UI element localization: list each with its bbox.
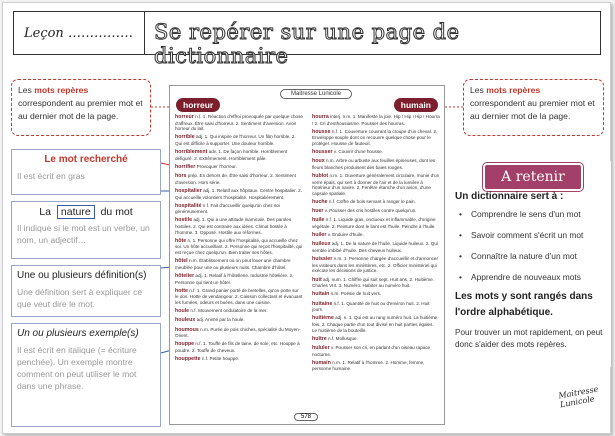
entry: hourra interj. n.m. 1. Manifeste la joie. Hip ! Hip ! Hip ! Hourra ! 2. Cri d'enthousiasme. Pousser des hourras. bbox=[312, 114, 440, 126]
entry: houx n.m. Arbre ou arbuste aux feuilles épineuses, dont les fleurs blanches produisent des baies rouges. bbox=[312, 158, 436, 170]
entry: huitième adj. n. 1. Qui est au rang numéro huit. La huitième fois. 2. Chaque partie d'un tout divisé en huit parties égales. Le huitième de la bouteille. bbox=[312, 315, 438, 333]
entry: huit adj. num. 1. Chiffre qui suit sept. Huit ans. 2. Huitième. Charles VIII. 3. Numéro. Habiter au numéro huit. bbox=[312, 276, 434, 289]
list-item: • Savoir comment s'écrit un mot bbox=[455, 230, 607, 240]
title-bar bbox=[13, 11, 601, 68]
entry: huileux adj. 1. De la nature de l'huile. Liquide huileux. 2. Qui semble imbibé d'huile. Des cheveux huileux. bbox=[312, 241, 438, 254]
box-nature-title: La nature du mot bbox=[39, 206, 133, 218]
entry: horrible adj. 1. Qui inspire de l'horreur. Un film horrible. 2. Qui est difficile à supporter. Une douleur horrible. bbox=[175, 134, 296, 146]
list-item: • Apprendre de nouveaux mots bbox=[455, 272, 607, 282]
left-column bbox=[175, 114, 303, 365]
entry: hôtelier adj. 1. Relatif à l'hôtellerie. Industrie hôtelière. 2. Personne qui tient un hôtel. bbox=[175, 273, 294, 285]
retenir-subtitle: Les mots y sont rangés dans l'ordre alphabétique. bbox=[455, 291, 593, 318]
entry: housser v. Couvrir d'une housse. bbox=[312, 149, 383, 156]
entry: housse n.f. 1. Couverture couvrant la croupe d'un cheval. 2. Enveloppe souple dont on recouvre quelque chose pour le protéger. Housse de fauteuil. bbox=[312, 128, 438, 146]
box-definition-title: Une ou plusieurs définition(s) bbox=[17, 270, 147, 281]
entry: huiler v. Enduire d'huile. bbox=[312, 232, 364, 239]
first-word-tag: horreur bbox=[176, 98, 220, 112]
lecon-label: Leçon …………… bbox=[24, 26, 133, 41]
box-exemple-text: Il est écrit en italique (= écriture penchée). Un exemple montre comment on peut utiliser le mot dans une phrase. bbox=[17, 345, 137, 391]
title-divider bbox=[144, 12, 145, 54]
callout-right-repere: Les mots repères correspondent au premier mot et au dernier mot de la page. bbox=[463, 79, 604, 136]
entry: huer v. Pousser des cris hostiles contre quelqu'un. bbox=[312, 208, 417, 215]
retenir-panel bbox=[453, 161, 611, 367]
entry: hôte n. 1. Personne qui offre l'hospitalité, qui accueille chez soi. Un hôte accueillant. 2. Personne qui reçoit l'hospitalité, qui est reçue chez quelqu'un. Bien traiter ses hôtes. bbox=[175, 237, 303, 256]
box-nature bbox=[11, 201, 161, 259]
box-definition-text: Une définition sert à expliquer ce que veut dire le mot. bbox=[17, 287, 143, 309]
entry: houmous n.m. Purée de pois chiches, spécialité du Moyen-Orient. bbox=[175, 326, 301, 339]
page-number: 578 bbox=[294, 413, 318, 421]
box-nature-text: Il indique si le mot est un verbe, un nom, un adjectif… bbox=[17, 223, 150, 245]
retenir-list bbox=[455, 209, 607, 293]
entry: hôtel n.m. Établissement où on peut louer une chambre meublée pour une ou plusieurs nuits. Chambre d'hôtel. bbox=[175, 258, 291, 270]
list-item: • Connaître la nature d'un mot bbox=[455, 251, 607, 261]
entry: hotte n.f. 1. Grand panier porté de bretelles, qu'on porte sur le dos. Hotte de vendangeur. 2. Caisson collectant et évacuant les fumées, odeurs et buées, dans une cuisine. bbox=[175, 287, 303, 305]
box-exemple bbox=[11, 323, 161, 427]
retenir-note: Pour trouver un mot rapidement, on peut donc s'aider des mots repères. bbox=[455, 328, 603, 349]
entry: houleux adj. Animé par la houle. bbox=[175, 317, 245, 324]
entry: huître n.f. Mollusque. bbox=[312, 335, 358, 342]
box-mot-recherche-text: Il est écrit en gras bbox=[17, 171, 85, 181]
retenir-badge: A retenir bbox=[483, 163, 583, 191]
callout-left-bold: mots repères bbox=[34, 85, 89, 95]
dictionary-header: Maitresse Lunicole bbox=[280, 89, 352, 99]
box-mot-recherche-title: Le mot recherché bbox=[44, 154, 128, 165]
dictionary-page bbox=[169, 85, 445, 425]
worksheet bbox=[2, 2, 611, 434]
nature-word: nature bbox=[57, 205, 95, 219]
right-column bbox=[312, 114, 440, 374]
entry: horreur n.f. 1. Réaction d'effroi provoquée par quelque chose d'affreux. Être saisi d'horreur. 2. Sentiment d'aversion. Avoir horreur du lait. bbox=[175, 114, 303, 132]
entry: houppette n.f. Petite houppe. bbox=[175, 356, 240, 363]
entry: hors prép. En dehors de. Être saisi d'horreur. 2. Sentiment d'aversion. Hors série. bbox=[175, 173, 296, 185]
last-word-tag: humain bbox=[394, 98, 438, 112]
box-exemple-title: Un ou plusieurs exemple(s) bbox=[17, 328, 139, 339]
entry: huche n.f. Coffre de bois servant à ranger le pain. bbox=[312, 199, 416, 206]
entry: hululer v. Pousser son cri, en parlant d'un oiseau rapace nocturne. bbox=[312, 344, 431, 357]
box-definition bbox=[11, 265, 161, 317]
callout-right-bold: mots repères bbox=[486, 85, 541, 95]
list-item: • Comprendre le sens d'un mot bbox=[455, 209, 607, 219]
entry: hospitalier adj. 1. Relatif aux hôpitaux. Centre hospitalier. 2. Qui accueille volontiers l'hospitalité. Hospitalièrement. bbox=[175, 187, 302, 200]
entry: huitain n.m. Poésie de huit vers. bbox=[312, 291, 382, 298]
entry: huile n.f. 1. Liquide gras, onctueux et inflammable, d'origine végétale. 2. Peinture dont le liant est l'huile. Peindre à l'huile. bbox=[312, 217, 436, 230]
brand-logo: Maitresse Lunicole bbox=[557, 384, 600, 410]
entry: hublot n.m. 1. Ouverture généralement circulaire, munie d'un verre épais, qui sert à donner de l'air et de la lumière à l'intérieur d'un navire. 2. Fenêtre étanche d'un avion, d'une capsule spatiale. bbox=[312, 173, 440, 196]
entry: houle n.f. Mouvement ondulatoire de la mer. bbox=[175, 308, 268, 315]
entry: huitaine n.f. 1. Quantité de huit ou d'environ huit. 2. Huit jours. bbox=[312, 300, 430, 313]
entry: horriblement adv. 1. De façon horrible. Horriblement défiguré. 2. Extrêmement. Horriblement pâle. bbox=[175, 149, 288, 161]
entry: hostile adj. 1. Qui a une attitude inamicale. Des paroles hostiles. 2. Qui est contraire aux idées. Climat hostile à l'homme. 3. Opposé. Hostile aux réformes. bbox=[175, 217, 292, 235]
entry: houppe n.f. 1. Touffe de fils de laine, de soie, etc. Houppe à poudre. 2. Touffe de cheveux. bbox=[175, 341, 300, 353]
entry: hospitalité n.f. Fait d'accueillir quelqu'un chez soi généreusement. bbox=[175, 202, 280, 215]
page-title: Se repérer sur une page de dictionnaire bbox=[154, 20, 460, 68]
callout-left-repere: Les mots repères correspondent au premier mot et au dernier mot de la page. bbox=[11, 79, 151, 136]
entry: horrifier Provoquer l'horreur. bbox=[175, 163, 237, 170]
box-mot-recherche bbox=[11, 149, 161, 195]
retenir-title: Un dictionnaire sert à : bbox=[455, 191, 564, 202]
entry: humain n.m. 1. Relatif à l'homme. 2. Homme, femme, personne humaine. bbox=[312, 359, 425, 372]
entry: huissier n.m. 1. Personne chargée d'accueillir et d'annoncer les visiteurs dans les ministères, etc. 2. Officier ministériel qui exécute les décisions de justice. bbox=[312, 256, 439, 274]
